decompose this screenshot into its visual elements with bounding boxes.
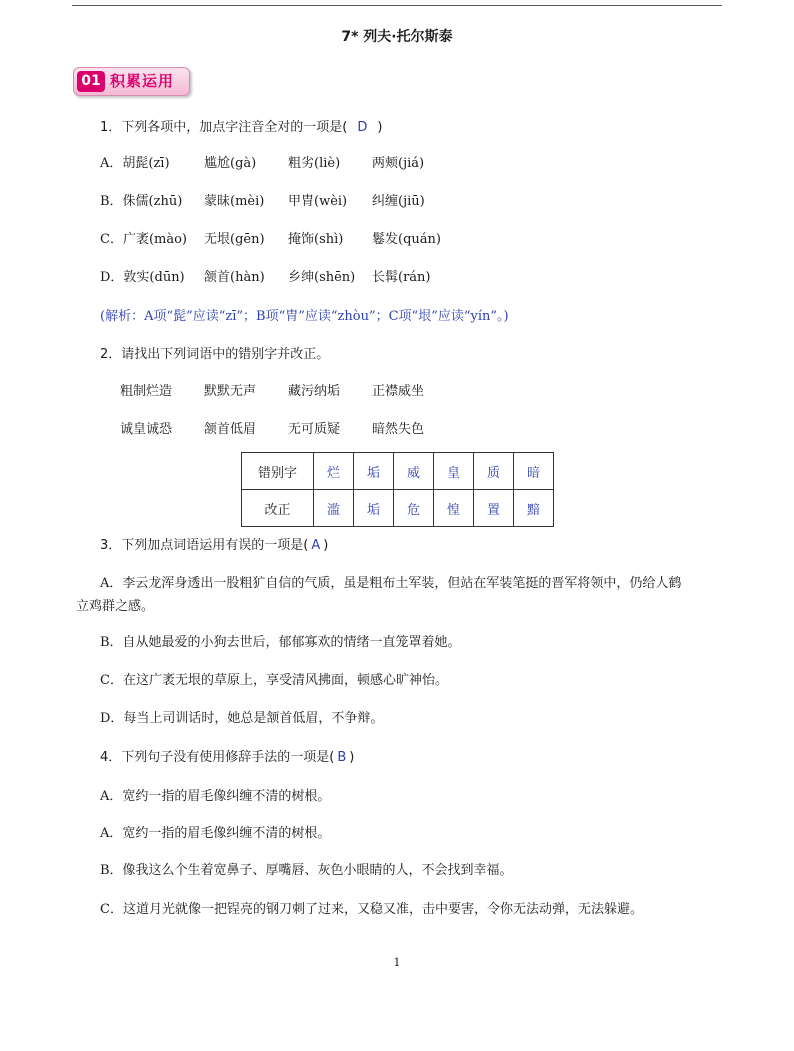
q2-stem: 2．请找出下列词语中的错别字并改正。 <box>100 347 330 362</box>
q1-b-2: 蒙昧(mèi) <box>204 194 265 209</box>
q3-option-a-line1: A．李云龙浑身透出一股粗犷自信的气质，虽是粗布土军装，但站在军装笔挺的晋军将领中，仍给人鹤 <box>100 576 682 591</box>
q1-b-1: B．侏儒(zhū) <box>100 194 183 209</box>
q2-r2-4: 暗然失色 <box>372 422 425 437</box>
q1-d-2: 颔首(hàn) <box>204 270 265 285</box>
right-char: 垢 <box>354 490 394 527</box>
page-number: 1 <box>393 956 401 969</box>
table-row-right <box>242 490 554 527</box>
q1-stem-line <box>100 118 382 138</box>
q1-analysis: (解析：A项“髭”应读“zī”；B项“胄”应读“zhòu”；C项“垠”应读“yín”。) <box>100 309 509 324</box>
page-title: 7* 列夫·托尔斯泰 <box>341 29 453 45</box>
section-number: 01 <box>77 71 105 92</box>
q1-c-2: 无垠(gēn) <box>204 232 265 247</box>
q4-option-a: A．宽约一指的眉毛像纠缠不清的树根。 <box>100 826 331 841</box>
q1-answer: D <box>357 120 368 135</box>
wrong-char: 质 <box>474 453 514 490</box>
right-char: 置 <box>474 490 514 527</box>
section-badge <box>73 67 190 96</box>
q3-option-b: B．自从她最爱的小狗去世后，郁郁寡欢的情绪一直笼罩着她。 <box>100 635 461 650</box>
q1-d-1: D．敦实(dūn) <box>100 270 185 285</box>
right-char: 滥 <box>314 490 354 527</box>
q3-option-d: D．每当上司训话时，她总是颔首低眉，不争辩。 <box>100 711 384 726</box>
q3-option-c: C．在这广袤无垠的草原上，享受清风拂面，顿感心旷神怡。 <box>100 673 448 688</box>
table-row-wrong <box>242 453 554 490</box>
q4-option-a-duplicate: A．宽约一指的眉毛像纠缠不清的树根。 <box>100 789 331 804</box>
q2-r2-1: 诚皇诚恐 <box>120 422 173 437</box>
q4-close: ) <box>349 750 355 765</box>
q1-a-3: 粗劣(liè) <box>288 156 341 171</box>
q1-a-1: A．胡髭(zī) <box>100 156 170 171</box>
q4-option-b: B．像我这么个生着宽鼻子、厚嘴唇、灰色小眼睛的人，不会找到幸福。 <box>100 863 513 878</box>
q2-r1-2: 默默无声 <box>204 384 257 399</box>
right-char: 惶 <box>434 490 474 527</box>
right-char: 危 <box>394 490 434 527</box>
q4-stem: 4．下列句子没有使用修辞手法的一项是( <box>100 750 335 765</box>
q4-answer: B <box>337 750 347 765</box>
q1-b-3: 甲胄(wèi) <box>288 194 348 209</box>
q2-r1-3: 藏污纳垢 <box>288 384 341 399</box>
q1-a-2: 尴尬(gà) <box>204 156 257 171</box>
q1-c-3: 掩饰(shì) <box>288 232 344 247</box>
q3-option-a-line2: 立鸡群之感。 <box>76 599 155 614</box>
q1-c-4: 鬈发(quán) <box>372 232 441 247</box>
q1-a-4: 两颊(jiá) <box>372 156 425 171</box>
wrong-char: 烂 <box>314 453 354 490</box>
q1-option-b <box>100 192 425 212</box>
q1-b-4: 纠缠(jiū) <box>372 194 425 209</box>
q3-stem: 3．下列加点词语运用有误的一项是( <box>100 538 309 553</box>
q3-close: ) <box>323 538 329 553</box>
wrong-char: 暗 <box>514 453 554 490</box>
q1-option-d <box>100 268 430 288</box>
q1-option-a <box>100 154 424 174</box>
q2-words-row2 <box>120 420 424 440</box>
table-header-right: 改正 <box>242 490 314 527</box>
top-rule <box>72 5 722 6</box>
wrong-char: 垢 <box>354 453 394 490</box>
q4-option-c: C．这道月光就像一把锃亮的钢刀刺了过来，又稳又准，击中要害，令你无法动弹，无法躲避。 <box>100 902 643 917</box>
wrong-char: 威 <box>394 453 434 490</box>
q1-d-3: 乡绅(shēn) <box>288 270 356 285</box>
q2-r1-1: 粗制烂造 <box>120 384 173 399</box>
table-header-wrong: 错别字 <box>242 453 314 490</box>
q3-stem-line <box>100 536 328 556</box>
q2-r2-3: 无可质疑 <box>288 422 341 437</box>
q1-d-4: 长髯(rán) <box>372 270 431 285</box>
right-char: 黯 <box>514 490 554 527</box>
q2-r1-4: 正襟威坐 <box>372 384 425 399</box>
q1-close: ) <box>377 120 383 135</box>
q4-stem-line <box>100 748 354 768</box>
q1-c-1: C．广袤(mào) <box>100 232 187 247</box>
q3-answer: A <box>311 538 321 553</box>
wrong-char: 皇 <box>434 453 474 490</box>
section-label: 积累运用 <box>110 72 175 90</box>
q1-option-c <box>100 230 441 250</box>
correction-table <box>241 452 554 527</box>
q1-stem: 1．下列各项中，加点字注音全对的一项是( <box>100 120 348 135</box>
q2-r2-2: 颔首低眉 <box>204 422 257 437</box>
q2-words-row1 <box>120 382 424 402</box>
